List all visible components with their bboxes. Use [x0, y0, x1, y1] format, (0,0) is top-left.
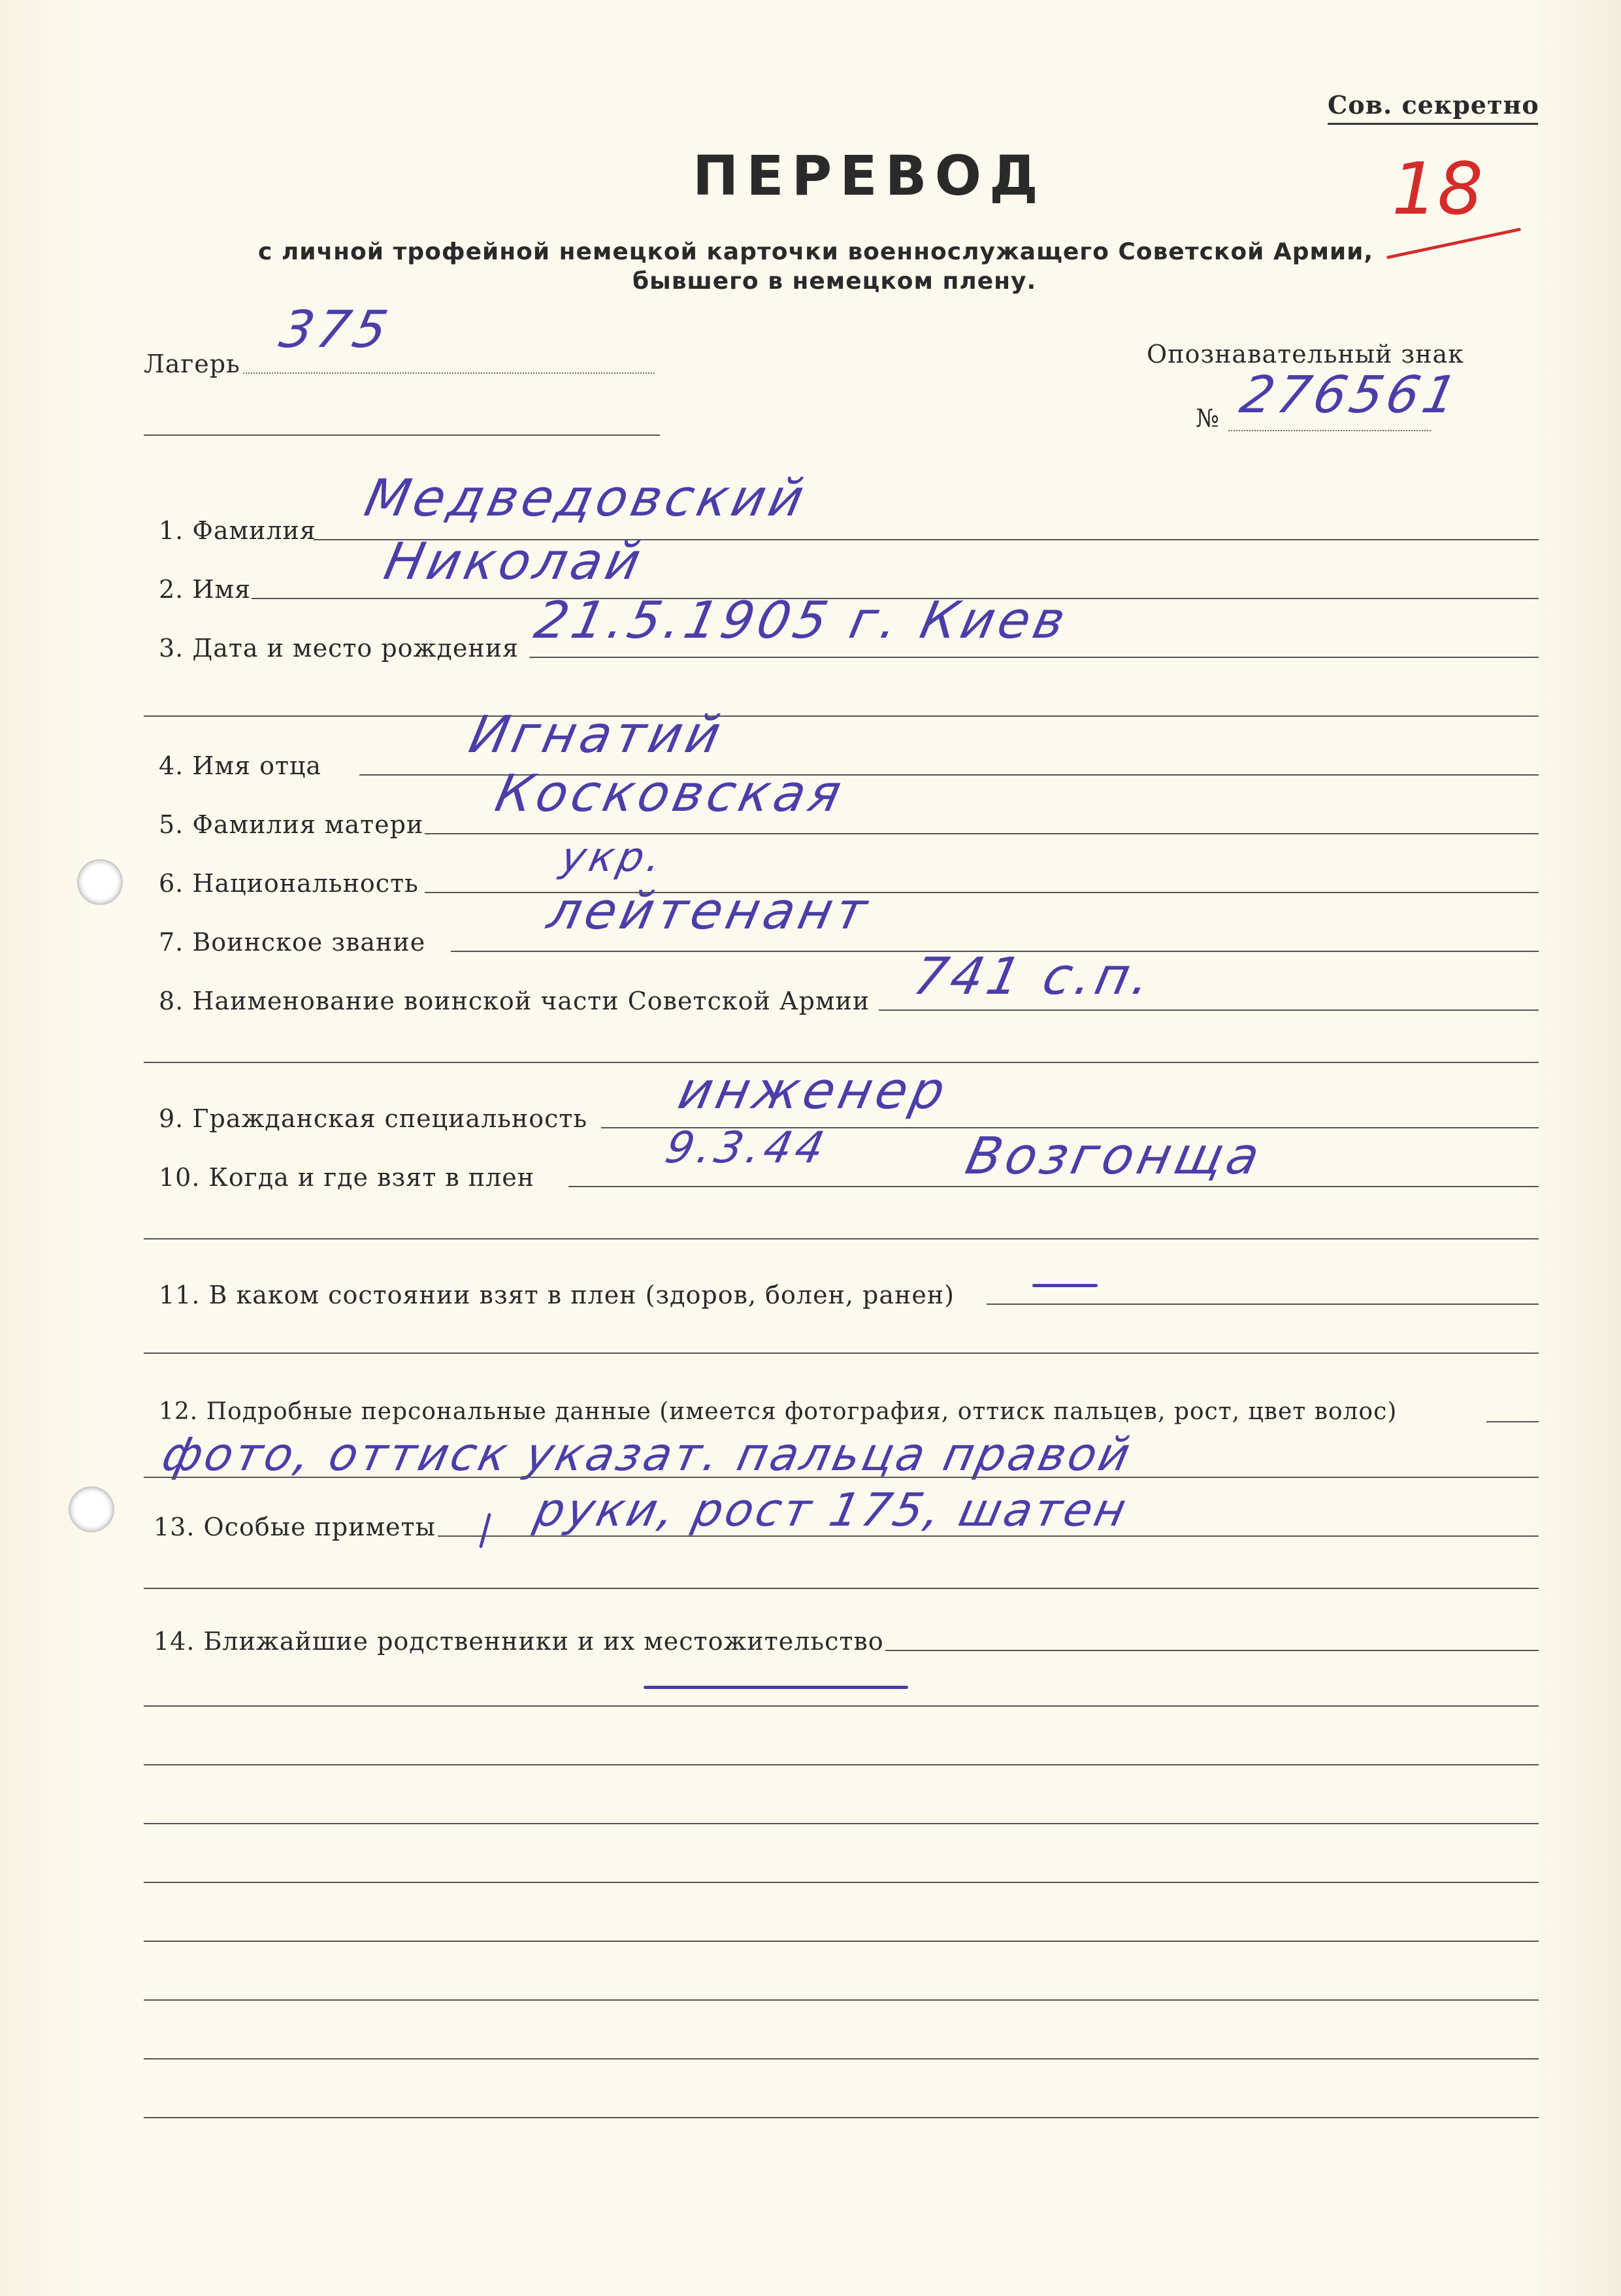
id-tag-value: 276561: [1235, 366, 1466, 425]
subtitle-line1: с личной трофейной немецкой карточки военнослужащего Советской Армии,: [258, 238, 1374, 265]
page-mark-underline: [1386, 227, 1521, 259]
relatives-line-6: [144, 1999, 1539, 2001]
field-unit-line: [879, 1009, 1539, 1011]
field-profession-label: 9. Гражданская специальность: [159, 1104, 588, 1133]
camp-line-2: [144, 435, 660, 436]
field-nationality-label: 6. Национальность: [159, 869, 419, 898]
field-birth-value: 21.5.1905 г. Киев: [529, 591, 1074, 650]
field-birth-line-2: [144, 715, 1539, 717]
page-mark: 18: [1392, 147, 1483, 231]
field-name-label: 2. Имя: [159, 575, 252, 604]
relatives-line-1: [144, 1705, 1539, 1707]
field-marks-line-2: [144, 1588, 1539, 1589]
field-surname-value: Медведовский: [359, 469, 813, 528]
field-capture-line-2: [144, 1238, 1539, 1239]
field-surname-label: 1. Фамилия: [159, 516, 316, 545]
punch-hole-upper: [77, 859, 123, 905]
field-capture-place: Возгонща: [960, 1127, 1269, 1186]
field-father-label: 4. Имя отца: [159, 751, 322, 780]
punch-hole-lower: [69, 1486, 114, 1532]
field-unit-value: 741 с.п.: [908, 947, 1160, 1006]
id-tag-number-sign: №: [1196, 404, 1220, 433]
field-capture-label: 10. Когда и где взят в плен: [159, 1163, 535, 1192]
field-nationality-value: укр.: [557, 833, 670, 881]
field-birth-label: 3. Дата и место рождения: [159, 634, 519, 663]
field-condition-label: 11. В каком состоянии взят в плен (здоров, болен, ранен): [159, 1281, 955, 1309]
field-father-value: Игнатий: [464, 706, 730, 764]
relatives-line-4: [144, 1882, 1539, 1883]
field-name-value: Николай: [379, 533, 650, 591]
field-mother-label: 5. Фамилия матери: [159, 810, 424, 839]
field-mother-value: Косковская: [490, 764, 851, 823]
field-rank-value: лейтенант: [542, 882, 876, 941]
field-capture-line: [568, 1186, 1539, 1187]
field-marks-tick: [479, 1513, 491, 1548]
field-rank-label: 7. Воинское звание: [159, 928, 426, 957]
classification-underline: [1328, 123, 1538, 125]
document-title: ПЕРЕВОД: [693, 144, 1046, 208]
camp-line: [243, 372, 655, 374]
camp-label: Лагерь: [144, 350, 240, 378]
field-unit-label: 8. Наименование воинской части Советской Армии: [159, 987, 870, 1015]
field-personal-label: 12. Подробные персональные данные (имеется фотография, оттиск пальцев, рост, цвет волос): [159, 1398, 1398, 1425]
field-relatives-line: [885, 1650, 1539, 1651]
camp-value: 375: [274, 301, 397, 359]
field-personal-line: [1486, 1421, 1539, 1422]
id-tag-label: Опознавательный знак: [1147, 340, 1464, 369]
relatives-line-3: [144, 1823, 1539, 1824]
id-tag-line: [1228, 430, 1431, 431]
field-marks-value: руки, рост 175, шатен: [530, 1483, 1134, 1537]
field-profession-value: инженер: [673, 1062, 955, 1121]
relatives-line-5: [144, 1941, 1539, 1942]
relatives-line-7: [144, 2058, 1539, 2059]
classification-stamp: Сов. секретно: [1328, 90, 1539, 120]
field-personal-value: фото, оттиск указат. пальца правой: [157, 1428, 1138, 1481]
field-condition-line: [987, 1304, 1539, 1305]
relatives-line-8: [144, 2117, 1539, 2118]
field-relatives-label: 14. Ближайшие родственники и их местожительство: [154, 1627, 884, 1656]
field-marks-label: 13. Особые приметы: [154, 1513, 436, 1541]
field-personal-line-2: [144, 1477, 1539, 1478]
relatives-line-2: [144, 1764, 1539, 1765]
field-condition-line-2: [144, 1353, 1539, 1354]
field-capture-date: 9.3.44: [661, 1123, 833, 1173]
field-birth-line: [529, 657, 1539, 658]
field-condition-dash: [1032, 1284, 1098, 1287]
subtitle-line2: бывшего в немецком плену.: [632, 268, 1037, 295]
field-relatives-dash: [644, 1686, 908, 1689]
